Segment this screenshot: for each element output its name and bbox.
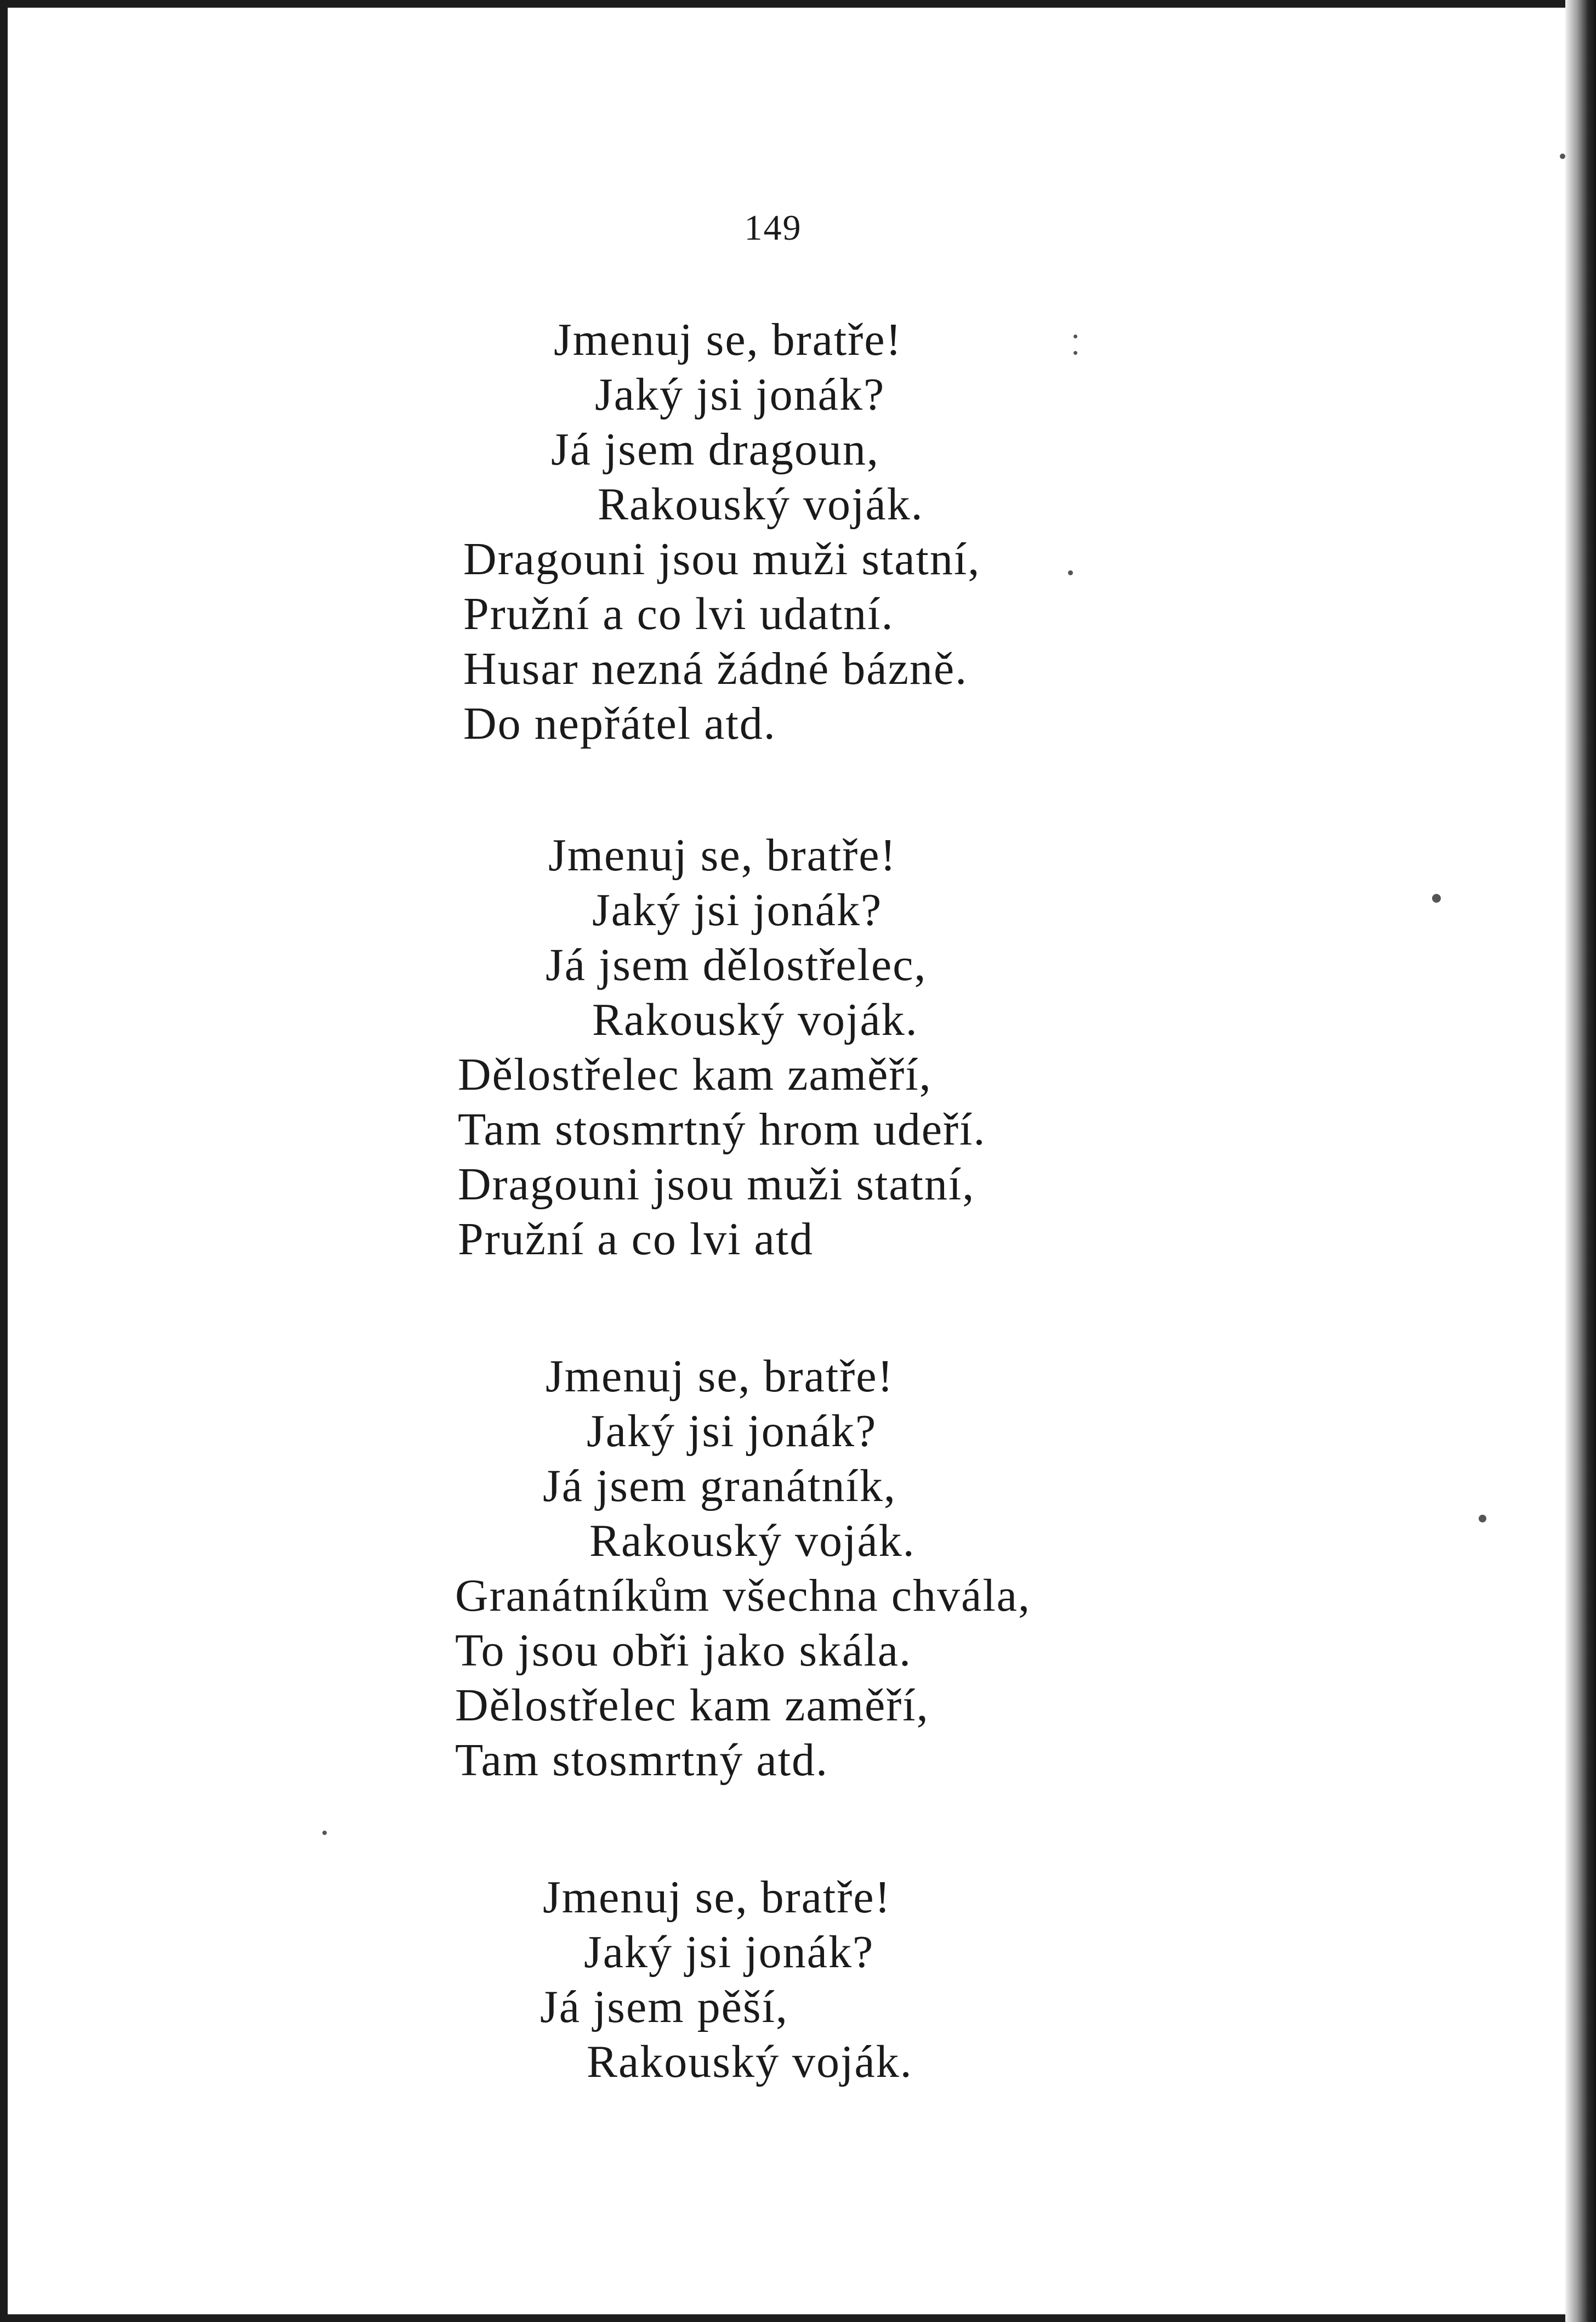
- stanza-delostrelec: [458, 828, 986, 1267]
- stanza-line: To jsou obři jako skála.: [455, 1625, 912, 1676]
- stanza-line: Pružní a co lvi atd: [458, 1214, 814, 1265]
- stanza-line: Já jsem dělostřelec,: [546, 939, 927, 990]
- stanza-pesi: [452, 1870, 913, 2089]
- stanza-line: Pružní a co lvi udatní.: [463, 588, 894, 639]
- stanza-dragoun: [463, 313, 980, 751]
- stanza-granatnik: [452, 1349, 1031, 1788]
- stanza-line: Husar nezná žádné bázně.: [463, 643, 968, 694]
- stanza-line: Já jsem dragoun,: [551, 424, 879, 475]
- page-binding-edge: [1565, 0, 1596, 2322]
- stanza-line: Jmenuj se, bratře!: [554, 314, 902, 365]
- scan-speck: [1074, 351, 1077, 355]
- scan-speck: [322, 1831, 327, 1835]
- stanza-line: Jmenuj se, bratře!: [543, 1872, 891, 1923]
- stanza-line: Dragouni jsou muži statní,: [463, 534, 981, 585]
- stanza-line: Jmenuj se, bratře!: [546, 1351, 894, 1402]
- stanza-line: Tam stosmrtný atd.: [455, 1735, 829, 1786]
- stanza-line: Do nepřátel atd.: [463, 698, 776, 749]
- scan-speck: [1560, 154, 1565, 159]
- stanza-line: Rakouský voják.: [589, 1515, 916, 1566]
- scan-speck: [1479, 1515, 1486, 1522]
- stanza-line: Rakouský voják.: [598, 479, 924, 530]
- stanza-line: Jaký jsi jonák?: [592, 885, 883, 936]
- page-number: 149: [744, 208, 802, 248]
- stanza-line: Já jsem pěší,: [540, 1981, 788, 2032]
- stanza-line: Jaký jsi jonák?: [584, 1927, 874, 1978]
- scan-speck: [1432, 894, 1441, 903]
- stanza-line: Rakouský voják.: [592, 994, 918, 1045]
- stanza-line: Dělostřelec kam zaměří,: [455, 1680, 929, 1731]
- scan-speck: [1074, 335, 1077, 338]
- stanza-line: Dělostřelec kam zaměří,: [458, 1049, 932, 1100]
- stanza-line: Tam stosmrtný hrom udeří.: [458, 1104, 986, 1155]
- scan-speck: [1068, 570, 1073, 575]
- stanza-line: Granátníkům všechna chvála,: [455, 1570, 1031, 1621]
- stanza-line: Jaký jsi jonák?: [595, 369, 885, 420]
- stanza-line: Dragouni jsou muži statní,: [458, 1159, 975, 1210]
- stanza-line: Rakouský voják.: [587, 2036, 913, 2087]
- stanza-line: Jaký jsi jonák?: [587, 1406, 877, 1457]
- stanza-line: Já jsem granátník,: [543, 1460, 896, 1511]
- stanza-line: Jmenuj se, bratře!: [548, 830, 897, 881]
